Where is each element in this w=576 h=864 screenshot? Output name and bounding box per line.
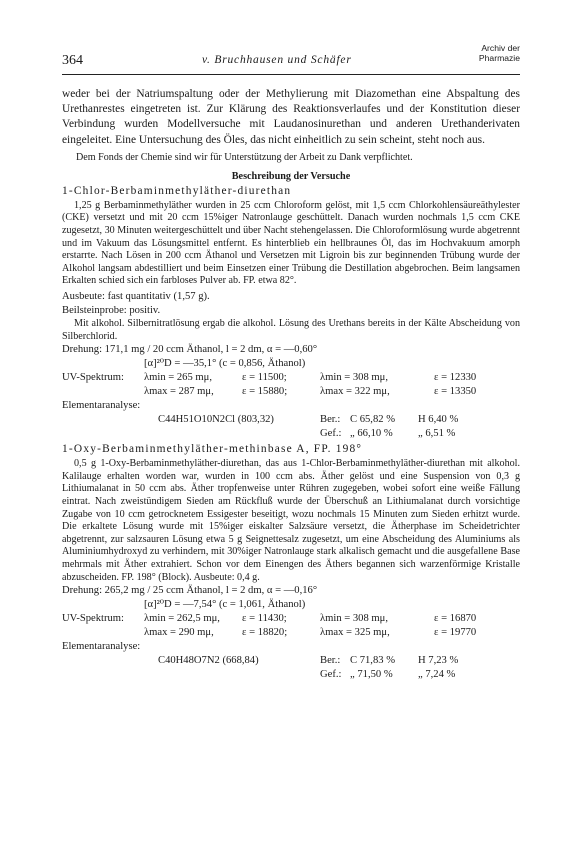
compound-1-ea-label: Elementaranalyse:	[62, 400, 141, 412]
calc-label: Ber.:	[320, 414, 341, 426]
header-rule	[62, 74, 520, 75]
found-label: Gef.:	[320, 669, 342, 681]
uv-label: UV-Spektrum:	[62, 613, 124, 625]
uv-min-2: λmin = 308 mμ,	[320, 372, 388, 384]
uv-min-1: λmin = 262,5 mμ,	[144, 613, 220, 625]
uv-min-1: λmin = 265 mμ,	[144, 372, 212, 384]
compound-1-specific-rotation: [α]²⁰D = —35,1° (c = 0,856, Äthanol)	[144, 358, 306, 370]
compound-1-title: 1-Chlor-Berbaminmethyläther-diurethan	[62, 184, 292, 197]
compound-1-uv-spectrum	[62, 371, 520, 399]
molecular-formula: C44H51O10N2Cl (803,32)	[158, 414, 274, 426]
intro-section	[62, 87, 520, 148]
uv-min-1-epsilon: ε = 11430;	[242, 613, 287, 625]
compound-2-body	[62, 458, 520, 584]
calc-label: Ber.:	[320, 655, 341, 667]
uv-max-2-epsilon: ε = 13350	[434, 386, 477, 398]
found-hydrogen: „ 6,51 %	[418, 428, 456, 440]
uv-min-2: λmin = 308 mμ,	[320, 613, 388, 625]
found-carbon: „ 71,50 %	[350, 669, 393, 681]
compound-2-rotation: Drehung: 265,2 mg / 25 ccm Äthanol, l = 2 dm, α = —0,16°	[62, 585, 318, 597]
uv-max-2: λmax = 325 mμ,	[320, 627, 390, 639]
uv-label: UV-Spektrum:	[62, 372, 124, 384]
calc-hydrogen: H 7,23 %	[418, 655, 459, 667]
uv-min-1-epsilon: ε = 11500;	[242, 372, 287, 384]
compound-1-beilstein: Beilsteinprobe: positiv.	[62, 304, 161, 316]
section-title: Beschreibung der Versuche	[231, 170, 351, 182]
compound-1-silver-test-block	[62, 318, 520, 343]
acknowledgement: Dem Fonds der Chemie sind wir für Unterstützung der Arbeit zu Dank verpflichtet.	[76, 151, 413, 163]
calc-carbon: C 65,82 %	[350, 414, 396, 426]
uv-max-2-epsilon: ε = 19770	[434, 627, 477, 639]
running-title: v. Bruchhausen und Schäfer	[202, 54, 352, 66]
calc-carbon: C 71,83 %	[350, 655, 396, 667]
uv-max-1: λmax = 290 mμ,	[144, 627, 214, 639]
found-carbon: „ 66,10 %	[350, 428, 393, 440]
uv-max-1: λmax = 287 mμ,	[144, 386, 214, 398]
uv-max-1-epsilon: ε = 18820;	[242, 627, 288, 639]
uv-min-2-epsilon: ε = 12330	[434, 372, 477, 384]
compound-1-procedure: 1,25 g Berbaminmethyläther wurden in 25 ccm Chloroform gelöst, mit 1,5 ccm Chlorkohlensäureäthylester (CKE) versetzt und mit 20 ccm 15%iger Natronlauge geschüttelt. Danach wurden nochmals 1,5 ccm CKE zugesetzt, 30 Minuten weitergeschüttelt und über Nacht stehengelassen. Die Chloroformlösung wurde abgetrennt und im Vakuum das Lösungsmittel entfernt. Es hinterblieb ein hellbraunes Öl, das im Hochvakuum amorph erstarrte. Nach Lösen in 200 ccm Äthanol und Versetzen mit Ligroin bis zur beginnenden Trübung wurde der Alkohol langsam abdestilliert und beim Einsetzen einer Trübung die Destillation abgebrochen. Beim langsamen Erkalten schied sich ein farbloses Pulver ab. FP. etwa 82°.	[62, 199, 520, 287]
journal-line-2: Pharmazie	[478, 52, 520, 63]
compound-2-ea-label: Elementaranalyse:	[62, 641, 141, 653]
compound-2-elemental-analysis	[62, 654, 520, 682]
page	[62, 44, 520, 682]
uv-max-1-epsilon: ε = 15880;	[242, 386, 288, 398]
compound-1-yield: Ausbeute: fast quantitativ (1,57 g).	[62, 290, 210, 302]
molecular-formula: C40H48O7N2 (668,84)	[158, 655, 259, 667]
found-label: Gef.:	[320, 428, 342, 440]
compound-1-body	[62, 200, 520, 288]
uv-min-2-epsilon: ε = 16870	[434, 613, 477, 625]
calc-hydrogen: H 6,40 %	[418, 414, 459, 426]
compound-2-uv-spectrum	[62, 612, 520, 640]
compound-1-silver-test: Mit alkohol. Silbernitratlösung ergab die alkohol. Lösung des Urethans bereits in der Kälte Abscheidung von Silberchlorid.	[62, 317, 520, 342]
uv-max-2: λmax = 322 mμ,	[320, 386, 390, 398]
journal-name	[479, 44, 520, 63]
compound-2-procedure: 0,5 g 1-Oxy-Berbaminmethyläther-diurethan, das aus 1-Chlor-Berbaminmethyläther-diurethan mit alkohol. Kalilauge erhalten worden war, wurden in 100 ccm abs. Äther gelöst und eine Suspension von 0,3 g Lithiumalanat in 50 ccm abs. Äther tropfenweise unter Rühren zugegeben, wobei sofort eine weiße Fällung eintrat. Nach zweistündigem Sieden am Rückfluß wurde der Überschuß an Lithiumalanat durch vorsichtige Zugabe von 10 ccm getrocknetem Essigester beseitigt, wozu nochmals 15 Minuten zum Sieden erhitzt wurde. Die erkaltete Lösung wurde mit 15%iger eiskalter Salzsäure versetzt, die Ätherphase im Scheidetrichter abgetrennt, zur salzsauren Lösung etwa 5 g Seignettesalz zugesetzt, um eine Abscheidung des Aluminiums als Aluminiumhydroxyd zu verhindern, mit 30%iger Natronlauge stark alkalisch gemacht und die ausgefallene Base mehrmals mit Äther extrahiert. Schon vor dem Einengen des Äthers begannen sich warzenförmige Kristalle abzuscheiden. FP. 198° (Block). Ausbeute: 0,4 g.	[62, 458, 520, 583]
compound-2-specific-rotation: [α]²⁰D = —7,54° (c = 1,061, Äthanol)	[144, 599, 306, 611]
intro-paragraph: weder bei der Natriumspaltung oder der Methylierung mit Diazomethan eine Abspaltung des Urethanrestes eingetreten ist. Zur Klärung des Reaktionsverlaufes und der Konstitution dieser Verbindung wurden Modellversuche mit Laudanosinurethan und anderen Urethanderivaten eingeleitet. Eine Untersuchung des Öles, das nicht einheitlich zu sein scheint, steht noch aus.	[62, 88, 520, 146]
found-hydrogen: „ 7,24 %	[418, 669, 456, 681]
compound-2-title: 1-Oxy-Berbaminmethyläther-methinbase A, FP. 198°	[62, 443, 363, 456]
journal-line-1: Archiv der	[481, 43, 520, 53]
page-number: 364	[62, 53, 83, 68]
compound-1-elemental-analysis	[62, 413, 520, 441]
running-head	[62, 44, 520, 70]
compound-1-rotation: Drehung: 171,1 mg / 20 ccm Äthanol, l = 2 dm, α = —0,60°	[62, 344, 318, 356]
